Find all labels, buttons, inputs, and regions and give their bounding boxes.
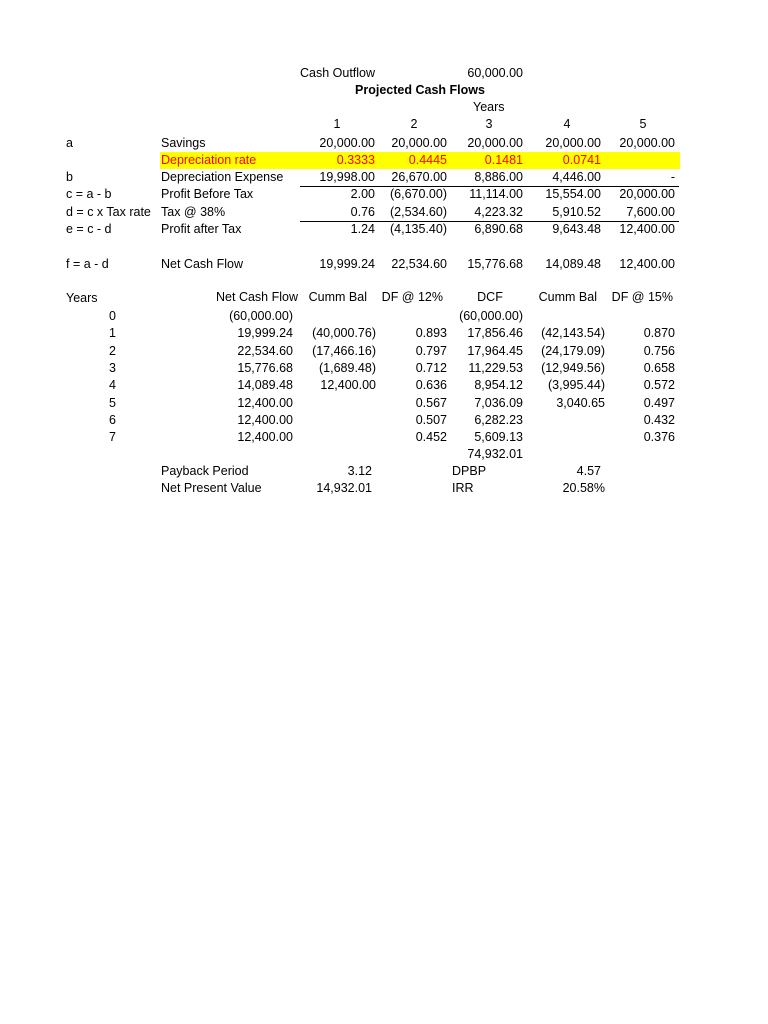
row-formula: c = a - b [66,187,112,201]
row-value: 12,400.00 [619,222,675,236]
row-value: 19,998.00 [319,170,375,184]
cash-outflow-value: 60,000.00 [467,66,523,80]
analysis-year: 0 [109,309,116,323]
analysis-dcf: 17,964.45 [467,344,523,358]
row-value: 15,554.00 [545,187,601,201]
row-value: 20,000.00 [545,136,601,150]
analysis-header-years: Years [66,291,98,305]
analysis-cumm-bal-2: (12,949.56) [541,361,605,375]
row-value: 26,670.00 [391,170,447,184]
row-value: 0.0741 [562,153,601,167]
row-formula: b [66,170,73,184]
analysis-cumm-bal-2: (42,143.54) [541,326,605,340]
row-value: 4,223.32 [474,205,523,219]
row-label: Profit after Tax [161,222,242,236]
row-value: 4,446.00 [552,170,601,184]
row-formula: d = c x Tax rate [66,205,151,219]
analysis-dcf: (60,000.00) [459,309,523,323]
npv-label: Net Present Value [161,481,262,495]
year-number: 1 [333,117,341,131]
analysis-df15: 0.376 [643,430,675,444]
row-value: 20,000.00 [619,187,675,201]
analysis-header-df15: DF @ 15% [611,290,673,304]
irr-label: IRR [452,481,474,495]
row-label: Depreciation Expense [161,170,284,184]
analysis-ncf: 12,400.00 [237,430,293,444]
analysis-dcf: 11,229.53 [468,361,523,375]
row-value: (4,135.40) [390,222,447,236]
analysis-header-cumm-bal: Cumm Bal [308,290,367,304]
analysis-header-ncf: Net Cash Flow [216,290,298,304]
analysis-cumm-bal: (40,000.76) [312,326,376,340]
year-number: 5 [639,117,647,131]
analysis-header-dcf: DCF [477,290,503,304]
row-value: 14,089.48 [545,257,601,271]
analysis-ncf: 12,400.00 [237,413,293,427]
analysis-ncf: 19,999.24 [237,326,293,340]
analysis-header-cumm-bal-2: Cumm Bal [538,290,597,304]
row-value: 19,999.24 [319,257,375,271]
irr-value: 20.58% [562,481,605,495]
row-value: 20,000.00 [391,136,447,150]
row-label: Tax @ 38% [161,205,226,219]
analysis-cumm-bal: (1,689.48) [319,361,376,375]
year-number: 4 [563,117,571,131]
npv-value: 14,932.01 [316,481,372,495]
year-number: 2 [410,117,418,131]
payback-value: 3.12 [347,464,372,478]
analysis-ncf: 14,089.48 [237,378,293,392]
analysis-df12: 0.893 [415,326,447,340]
analysis-ncf: 15,776.68 [237,361,293,375]
analysis-df15: 0.497 [643,396,675,410]
dpbp-label: DPBP [452,464,487,478]
row-value: 15,776.68 [467,257,523,271]
row-divider [300,186,679,187]
row-value: 20,000.00 [467,136,523,150]
row-value: - [670,170,675,184]
row-value: 20,000.00 [319,136,375,150]
row-formula: a [66,136,73,150]
row-value: 9,643.48 [552,222,601,236]
analysis-year: 2 [109,344,116,358]
analysis-header-df12: DF @ 12% [381,290,443,304]
analysis-ncf: (60,000.00) [229,309,293,323]
year-number: 3 [485,117,493,131]
row-value: 8,886.00 [474,170,523,184]
row-value: 20,000.00 [619,136,675,150]
dcf-total: 74,932.01 [467,447,523,461]
analysis-df15: 0.572 [643,378,675,392]
row-value: 1.24 [350,222,375,236]
analysis-df12: 0.712 [415,361,447,375]
analysis-cumm-bal-2: (24,179.09) [541,344,605,358]
row-value: 7,600.00 [626,205,675,219]
row-label: Profit Before Tax [161,187,254,201]
row-label: Depreciation rate [161,153,257,167]
analysis-year: 4 [109,378,116,392]
row-label: Savings [161,136,206,150]
analysis-df15: 0.432 [643,413,675,427]
row-value: (6,670.00) [390,187,447,201]
analysis-year: 7 [109,430,116,444]
row-formula: f = a - d [66,257,109,271]
row-label: Net Cash Flow [161,257,243,271]
dpbp-value: 4.57 [576,464,601,478]
row-value: 0.4445 [408,153,447,167]
analysis-dcf: 17,856.46 [467,326,523,340]
row-formula: e = c - d [66,222,112,236]
analysis-cumm-bal-2: 3,040.65 [556,396,605,410]
analysis-df12: 0.452 [415,430,447,444]
page-title: Projected Cash Flows [355,83,485,97]
analysis-year: 5 [109,396,116,410]
analysis-dcf: 6,282.23 [474,413,523,427]
row-value: 22,534.60 [391,257,447,271]
analysis-cumm-bal: (17,466.16) [312,344,376,358]
row-value: 0.76 [350,205,375,219]
analysis-ncf: 22,534.60 [237,344,293,358]
analysis-df15: 0.870 [643,326,675,340]
analysis-df15: 0.658 [643,361,675,375]
analysis-cumm-bal-2: (3,995.44) [548,378,605,392]
row-value: 6,890.68 [474,222,523,236]
analysis-ncf: 12,400.00 [237,396,293,410]
row-value: 2.00 [350,187,375,201]
analysis-dcf: 5,609.13 [474,430,523,444]
row-value: (2,534.60) [390,205,447,219]
years-label: Years [473,100,505,114]
analysis-dcf: 7,036.09 [474,396,523,410]
row-divider [300,221,679,222]
analysis-year: 1 [109,326,116,340]
row-value: 0.3333 [336,153,375,167]
row-value: 5,910.52 [552,205,601,219]
cash-outflow-label: Cash Outflow [300,66,376,80]
payback-label: Payback Period [161,464,249,478]
analysis-df12: 0.797 [415,344,447,358]
analysis-df12: 0.567 [415,396,447,410]
analysis-df15: 0.756 [643,344,675,358]
analysis-cumm-bal: 12,400.00 [320,378,376,392]
row-value: 11,114.00 [469,187,523,201]
analysis-year: 3 [109,361,116,375]
analysis-df12: 0.507 [415,413,447,427]
row-value: 0.1481 [484,153,523,167]
analysis-year: 6 [109,413,116,427]
analysis-dcf: 8,954.12 [474,378,523,392]
analysis-df12: 0.636 [415,378,447,392]
row-value: 12,400.00 [619,257,675,271]
